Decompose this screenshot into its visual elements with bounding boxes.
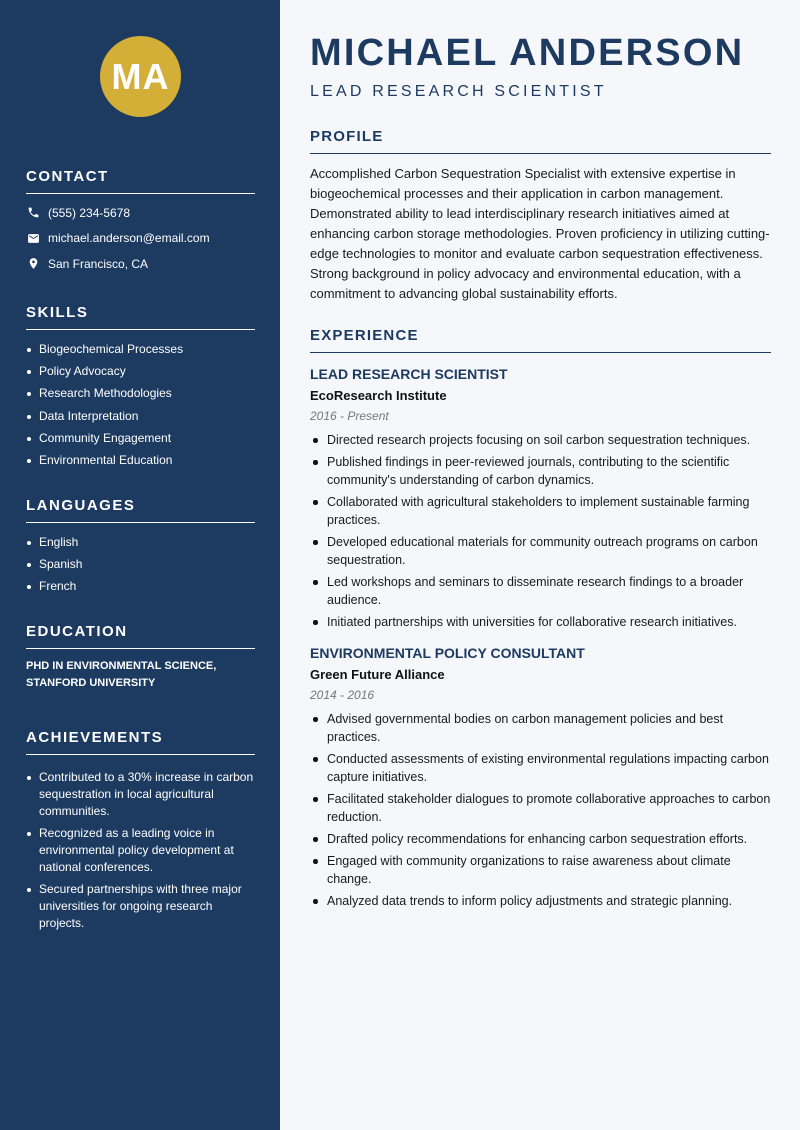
job-bullet: Developed educational materials for community outreach programs on carbon sequestration. xyxy=(310,533,771,569)
location-pin-icon xyxy=(26,257,40,271)
languages-section xyxy=(26,497,255,601)
contact-phone[interactable] xyxy=(26,200,255,226)
profile-heading: PROFILE xyxy=(310,128,771,154)
profile-section xyxy=(310,128,771,304)
skill-item: Biogeochemical Processes xyxy=(26,341,255,363)
experience-section xyxy=(310,327,771,914)
education-section xyxy=(26,623,255,692)
job-bullet: Drafted policy recommendations for enhancing carbon sequestration efforts. xyxy=(310,830,771,848)
candidate-title: LEAD RESEARCH SCIENTIST xyxy=(310,83,607,100)
profile-text: Accomplished Carbon Sequestration Specialist with extensive expertise in biogeochemical processes and their application in carbon management. Demonstrated ability to lead interdisciplinary research initiatives aimed at enhancing carbon storage methodologies. Proven proficiency in utilizing cutting-edge technologies to monitor and evaluate carbon sequestration effectiveness. Strong background in policy advocacy and environmental education, with a commitment to advancing global sustainability efforts. xyxy=(310,166,770,301)
contact-section xyxy=(26,168,255,277)
skill-item: Policy Advocacy xyxy=(26,363,255,385)
achievements-section xyxy=(26,729,255,937)
job-company: EcoResearch Institute xyxy=(310,388,447,403)
job-title: LEAD RESEARCH SCIENTIST xyxy=(310,366,508,382)
job-bullet: Led workshops and seminars to disseminate research findings to a broader audience. xyxy=(310,573,771,609)
skill-item: Environmental Education xyxy=(26,452,255,474)
contact-phone-text: (555) 234-5678 xyxy=(48,205,131,220)
achievement-item: Secured partnerships with three major universities for ongoing research projects. xyxy=(26,881,255,932)
candidate-name: MICHAEL ANDERSON xyxy=(310,32,745,74)
job-company: Green Future Alliance xyxy=(310,667,445,682)
contact-heading: CONTACT xyxy=(26,168,255,194)
job-bullet: Initiated partnerships with universities for collaborative research initiatives. xyxy=(310,613,771,631)
job-title: ENVIRONMENTAL POLICY CONSULTANT xyxy=(310,645,585,661)
contact-email-text: michael.anderson@email.com xyxy=(48,231,210,246)
job-dates: 2016 - Present xyxy=(310,409,389,423)
contact-email[interactable] xyxy=(26,226,255,252)
job-bullet: Conducted assessments of existing environmental regulations impacting carbon capture initiatives. xyxy=(310,750,771,786)
skill-item: Data Interpretation xyxy=(26,408,255,430)
achievement-item: Recognized as a leading voice in environmental policy development at national conferences. xyxy=(26,825,255,876)
education-heading: EDUCATION xyxy=(26,623,255,649)
skill-item: Community Engagement xyxy=(26,430,255,452)
language-item: English xyxy=(26,534,255,556)
job-entry xyxy=(310,366,771,631)
email-icon xyxy=(26,231,40,245)
skills-section xyxy=(26,304,255,474)
achievements-heading: ACHIEVEMENTS xyxy=(26,729,255,755)
skill-item: Research Methodologies xyxy=(26,385,255,407)
sidebar xyxy=(0,0,280,1130)
avatar: MA xyxy=(100,36,181,117)
contact-location xyxy=(26,251,255,277)
job-bullet: Published findings in peer-reviewed journals, contributing to the scientific community's understanding of carbon dynamics. xyxy=(310,453,771,489)
job-bullet: Facilitated stakeholder dialogues to promote collaborative approaches to carbon reduction. xyxy=(310,790,771,826)
achievement-item: Contributed to a 30% increase in carbon sequestration in local agricultural communities. xyxy=(26,769,255,820)
job-bullet: Collaborated with agricultural stakeholders to implement sustainable farming practices. xyxy=(310,493,771,529)
job-bullet: Directed research projects focusing on soil carbon sequestration techniques. xyxy=(310,431,771,449)
job-bullet: Engaged with community organizations to raise awareness about climate change. xyxy=(310,852,771,888)
education-degree: PHD IN ENVIRONMENTAL SCIENCE, STANFORD UNIVERSITY xyxy=(26,660,217,689)
job-bullet: Analyzed data trends to inform policy adjustments and strategic planning. xyxy=(310,892,771,910)
contact-location-text: San Francisco, CA xyxy=(48,256,149,271)
languages-heading: LANGUAGES xyxy=(26,497,255,523)
job-bullet: Advised governmental bodies on carbon management policies and best practices. xyxy=(310,710,771,746)
job-entry xyxy=(310,645,771,910)
phone-icon xyxy=(26,206,40,220)
skills-heading: SKILLS xyxy=(26,304,255,330)
job-dates: 2014 - 2016 xyxy=(310,688,375,702)
language-item: French xyxy=(26,578,255,600)
language-item: Spanish xyxy=(26,556,255,578)
experience-heading: EXPERIENCE xyxy=(310,327,771,353)
